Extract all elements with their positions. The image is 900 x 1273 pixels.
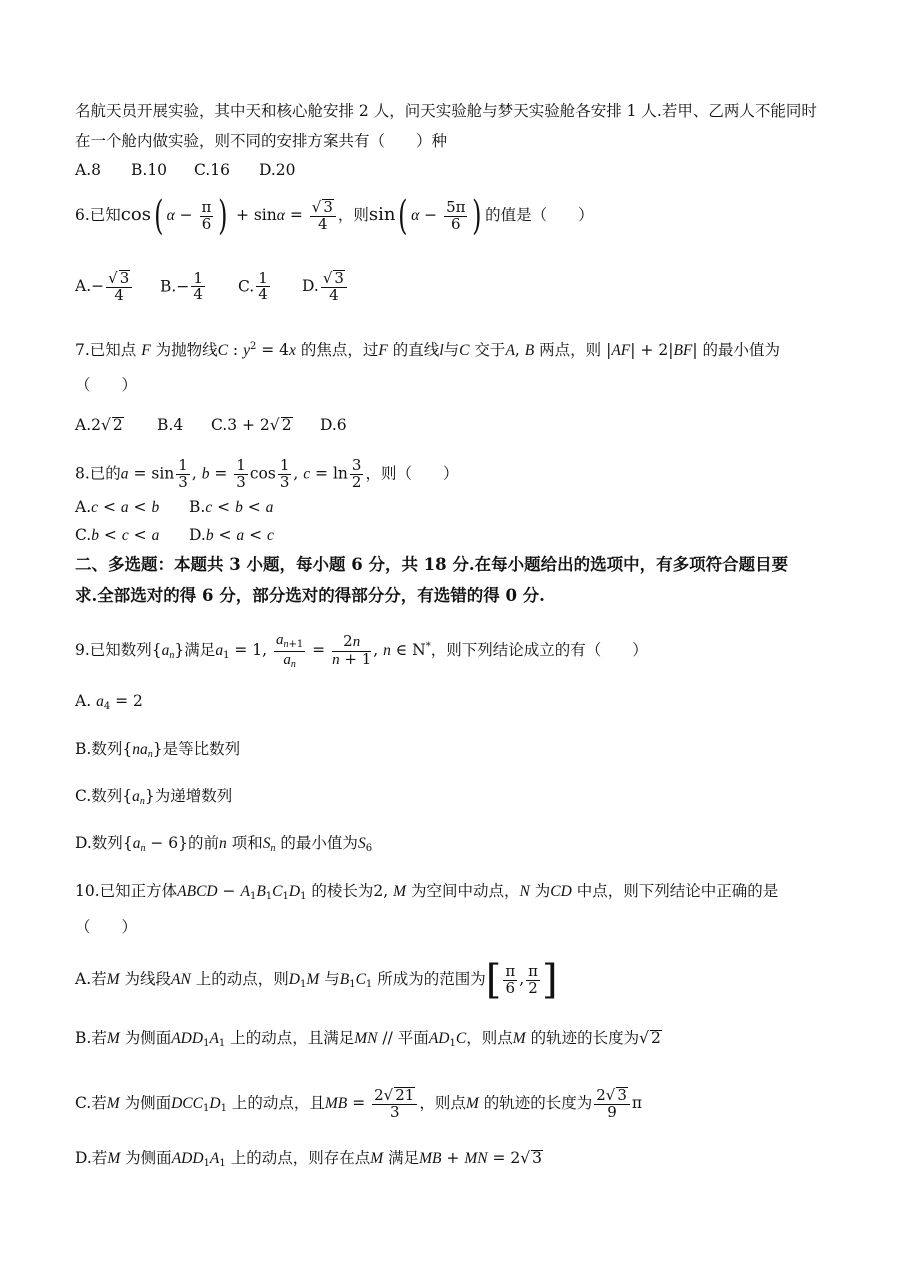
option-a[interactable]: A.c < a < b bbox=[75, 498, 160, 516]
option-b[interactable]: B.10 bbox=[131, 161, 168, 179]
option-a[interactable]: A.− $\frac{√ 3}{4}$ bbox=[75, 270, 160, 304]
section-2-header-line-2: 求.全部选对的得 6 分，部分选对的得部分分，有选错的得 0 分. bbox=[75, 586, 545, 605]
q10-option-a[interactable]: A.若M 为线段AN 上的动点，则$D_1M$ 与$B_1C_1$ 所成为的范围为[ $\frac{\pi}{6}$ , $\frac{\pi}{2}$ ] bbox=[75, 957, 558, 1003]
intro-line-2: 在一个舱内做实验，则不同的安排方案共有（ ）种 bbox=[75, 132, 448, 150]
option-c[interactable]: C.b < c < a bbox=[75, 526, 160, 544]
option-c[interactable]: C.3 + 2√ 2 bbox=[211, 416, 292, 434]
q8-options-row-2 bbox=[75, 528, 274, 544]
option-d[interactable]: D. $\frac{√ 3}{4}$ bbox=[302, 270, 349, 304]
option-b[interactable]: B.c < b < a bbox=[189, 498, 274, 516]
q7-options bbox=[75, 417, 347, 434]
q10-option-d[interactable]: D.若M 为侧面$ADD_1A_1$ 上的动点，则存在点M 满足MB + MN = 2√ 3 bbox=[75, 1149, 543, 1169]
q7-stem: 7.已知点 F 为抛物线C : $y^2 = 4x$ 的焦点，过F 的直线l与C 交于A, B 两点，则 |AF| + 2|BF| 的最小值为 bbox=[75, 341, 781, 359]
option-c[interactable]: C. $\frac{1}{4}$ bbox=[238, 268, 268, 304]
q9-option-b[interactable]: B.数列$\{na_n\}$是等比数列 bbox=[75, 740, 241, 760]
q9-option-c[interactable]: C.数列$\{a_n\}$为递增数列 bbox=[75, 787, 233, 807]
q6-stem: 6.已知cos( α − $\frac{\pi}{6}$ ) + sinα = $\frac{√ 3}{4}$ ，则sin( α − $\frac{5\pi}{6}$ ) 的值是（ ） bbox=[75, 193, 594, 239]
option-b[interactable]: B.− $\frac{1}{4}$ bbox=[160, 268, 203, 304]
q9-option-d[interactable]: D.数列$\{a_n - 6\}$的前n 项和$S_n$ 的最小值为$S_6$ bbox=[75, 834, 373, 854]
option-a[interactable]: A.8 bbox=[75, 161, 101, 179]
q10-option-c[interactable]: C.若M 为侧面$DCC_1D_1$ 上的动点，且MB = $\frac{2√ 21}{3}$ ，则点M 的轨迹的长度为 $\frac{2√ 3}{9}$ π bbox=[75, 1086, 643, 1121]
section-2-header-line-1: 二、多选题：本题共 3 小题，每小题 6 分，共 18 分.在每小题给出的选项中，有多项符合题目要 bbox=[75, 555, 789, 574]
intro-line-1: 名航天员开展实验，其中天和核心舱安排 2 人，问天实验舱与梦天实验舱各安排 1 人.若甲、乙两人不能同时 bbox=[75, 102, 817, 120]
q8-options-row-1 bbox=[75, 500, 273, 516]
option-d[interactable]: D.b < a < c bbox=[189, 526, 274, 544]
option-c[interactable]: C.16 bbox=[194, 161, 230, 179]
option-b[interactable]: B.4 bbox=[157, 416, 184, 434]
intro-options bbox=[75, 163, 296, 179]
q6-options bbox=[75, 270, 349, 304]
option-a[interactable]: A.2√ 2 bbox=[75, 416, 123, 434]
option-d[interactable]: D.20 bbox=[259, 161, 296, 179]
q9-stem: 9.已知数列$\{a_n\}$满足$a_1 = 1$, $\frac{a_{n+1}}{a_n}$ = $\frac{2n}{n + 1}$ , n ∈ N*，则下列结论成立的有（ ） bbox=[75, 631, 648, 670]
option-d[interactable]: D.6 bbox=[320, 416, 347, 434]
q10-line-2: （ ） bbox=[75, 918, 138, 936]
q9-option-a[interactable]: A. $a_4 = 2$ bbox=[75, 692, 143, 712]
q10-option-b[interactable]: B.若M 为侧面$ADD_1A_1$ 上的动点，且满足MN // 平面$AD_1C$，则点M 的轨迹的长度为√ 2 bbox=[75, 1029, 661, 1049]
q8-stem: 8.已的a = sin $\frac{1}{3}$ , b = $\frac{1}{3}$ cos $\frac{1}{3}$ , c = ln $\frac{3}{2}$ ，则（ ） bbox=[75, 456, 459, 491]
q7-line-2: （ ） bbox=[75, 376, 138, 394]
q10-stem: 10.已知正方体ABCD − $A_1B_1C_1D_1$ 的棱长为2, M 为空间中动点，N 为CD 中点，则下列结论中正确的是 bbox=[75, 882, 779, 902]
